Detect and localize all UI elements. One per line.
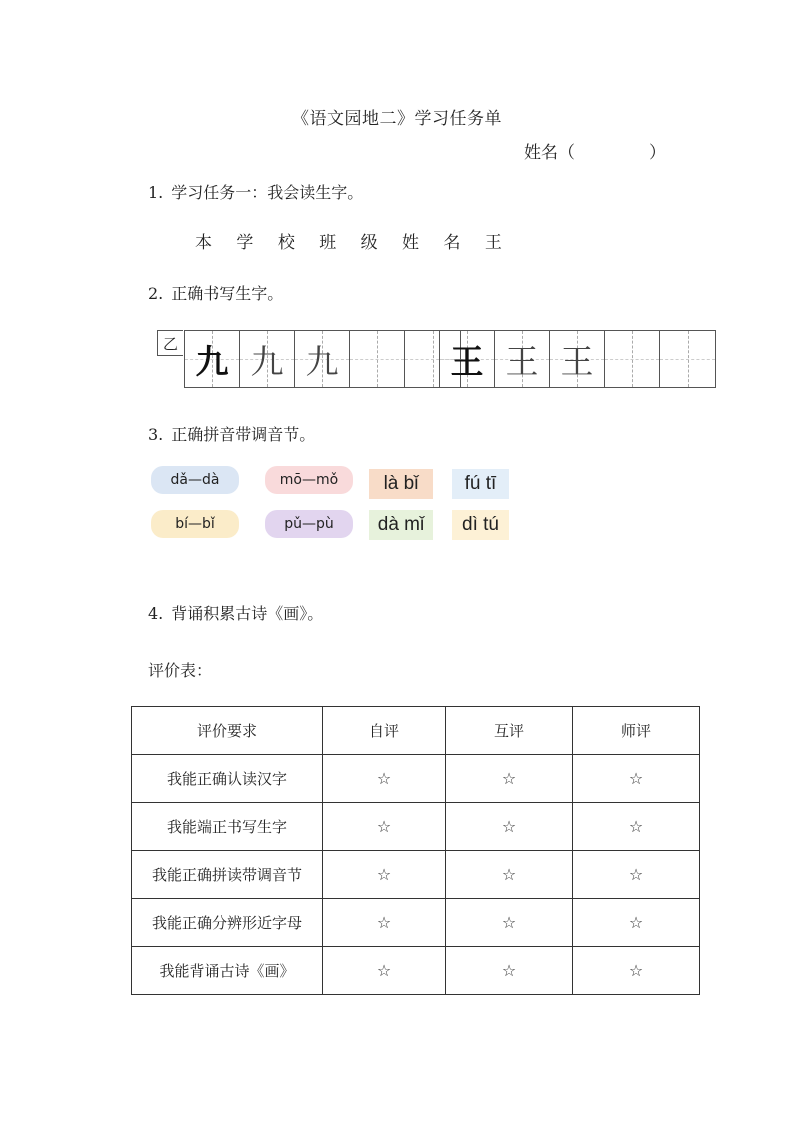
- character: 学: [236, 233, 254, 253]
- star-rating-peer[interactable]: [446, 755, 573, 803]
- star-icon: ☆: [501, 961, 517, 980]
- grid-cell: 九: [240, 331, 295, 387]
- star-icon: ☆: [628, 961, 644, 980]
- stroke-hint: 乙: [157, 330, 183, 356]
- star-icon: ☆: [628, 769, 644, 788]
- writing-grid-jiu: [184, 330, 461, 388]
- task4-number: 4.: [148, 604, 164, 623]
- task4-heading: [148, 601, 323, 624]
- star-rating-peer[interactable]: [446, 899, 573, 947]
- pinyin-word: là bǐ: [369, 469, 433, 499]
- star-icon: ☆: [376, 817, 392, 836]
- evaluation-heading: 评价表：: [148, 661, 213, 680]
- writing-grid-wang: [439, 330, 716, 388]
- pinyin-word: fú tī: [452, 469, 509, 499]
- task1-heading: [148, 180, 363, 203]
- star-icon: ☆: [501, 769, 517, 788]
- task1-number: 1.: [148, 183, 164, 202]
- name-field[interactable]: [524, 138, 666, 163]
- requirement-cell: 我能正确分辨形近字母: [132, 899, 323, 947]
- grid-cell: 九: [185, 331, 240, 387]
- grid-cell-empty[interactable]: [660, 331, 715, 387]
- character: 姓: [402, 233, 420, 253]
- star-rating-self[interactable]: [323, 899, 446, 947]
- table-row: [132, 947, 700, 995]
- grid-cell: 王: [550, 331, 605, 387]
- requirement-cell: 我能正确拼读带调音节: [132, 851, 323, 899]
- evaluation-table: [131, 706, 700, 995]
- task4-text: 背诵积累古诗《画》。: [171, 604, 324, 623]
- pinyin-word: dà mǐ: [369, 510, 433, 540]
- column-header: 自评: [323, 707, 446, 755]
- pinyin-pill: mō—mǒ: [265, 466, 353, 494]
- star-icon: ☆: [501, 913, 517, 932]
- star-rating-self[interactable]: [323, 803, 446, 851]
- task2-heading: [148, 281, 283, 304]
- pinyin-word: dì tú: [452, 510, 509, 540]
- star-icon: ☆: [376, 961, 392, 980]
- character: 本: [195, 233, 212, 253]
- star-rating-peer[interactable]: [446, 947, 573, 995]
- table-row: [132, 851, 700, 899]
- star-icon: ☆: [501, 817, 517, 836]
- star-icon: ☆: [628, 913, 644, 932]
- grid-cell: 九: [295, 331, 350, 387]
- star-icon: ☆: [628, 865, 644, 884]
- star-rating-self[interactable]: [323, 851, 446, 899]
- star-icon: ☆: [628, 817, 644, 836]
- star-icon: ☆: [501, 865, 517, 884]
- column-header: 评价要求: [132, 707, 323, 755]
- character: 级: [360, 233, 378, 253]
- pinyin-pill: dǎ—dà: [151, 466, 239, 494]
- requirement-cell: 我能正确认读汉字: [132, 755, 323, 803]
- character: 名: [443, 233, 461, 253]
- star-icon: ☆: [376, 769, 392, 788]
- task3-number: 3.: [148, 425, 164, 444]
- star-icon: ☆: [376, 865, 392, 884]
- requirement-cell: 我能背诵古诗《画》: [132, 947, 323, 995]
- character: 校: [277, 233, 295, 253]
- character-list: [195, 228, 521, 253]
- grid-cell: 王: [495, 331, 550, 387]
- star-rating-teacher[interactable]: [573, 755, 700, 803]
- star-icon: ☆: [376, 913, 392, 932]
- task1-text: 学习任务一：我会读生字。: [171, 183, 364, 202]
- grid-cell: 王: [440, 331, 495, 387]
- name-label: 姓名（: [524, 143, 575, 163]
- table-header-row: [132, 707, 700, 755]
- table-row: [132, 899, 700, 947]
- task3-heading: [148, 422, 315, 445]
- character: 班: [319, 233, 337, 253]
- star-rating-self[interactable]: [323, 755, 446, 803]
- name-close: ）: [649, 143, 666, 163]
- page-title: 《语文园地二》学习任务单: [292, 109, 502, 129]
- star-rating-peer[interactable]: [446, 803, 573, 851]
- star-rating-peer[interactable]: [446, 851, 573, 899]
- star-rating-teacher[interactable]: [573, 851, 700, 899]
- character: 王: [484, 233, 502, 253]
- task3-text: 正确拼音带调音节。: [171, 425, 316, 444]
- column-header: 互评: [446, 707, 573, 755]
- requirement-cell: 我能端正书写生字: [132, 803, 323, 851]
- star-rating-teacher[interactable]: [573, 947, 700, 995]
- star-rating-self[interactable]: [323, 947, 446, 995]
- column-header: 师评: [573, 707, 700, 755]
- star-rating-teacher[interactable]: [573, 899, 700, 947]
- star-rating-teacher[interactable]: [573, 803, 700, 851]
- table-row: [132, 755, 700, 803]
- pinyin-pill: bí—bǐ: [151, 510, 239, 538]
- task2-number: 2.: [148, 284, 164, 303]
- grid-cell-empty[interactable]: [605, 331, 660, 387]
- pinyin-pill: pǔ—pù: [265, 510, 353, 538]
- grid-cell-empty[interactable]: [350, 331, 405, 387]
- task2-text: 正确书写生字。: [171, 284, 284, 303]
- table-row: [132, 803, 700, 851]
